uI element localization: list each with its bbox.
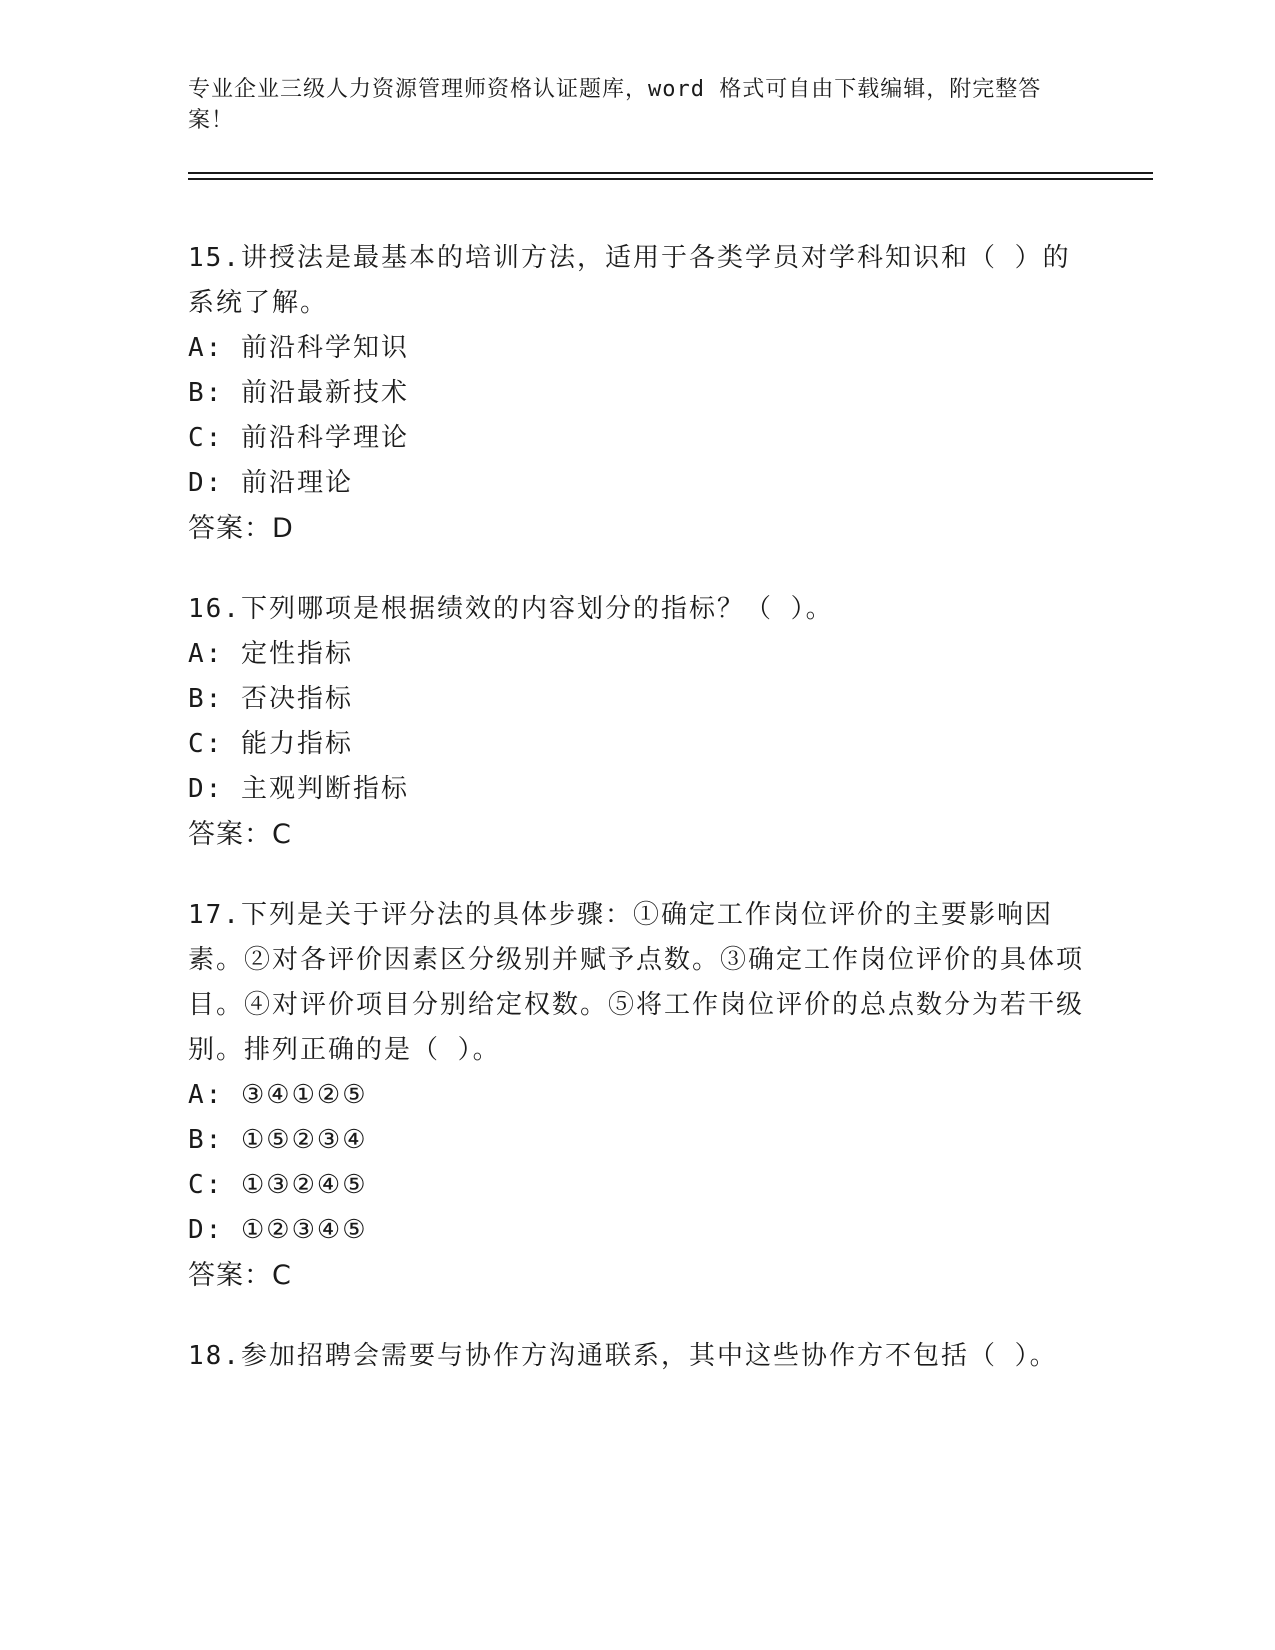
question-17 <box>188 893 1088 1299</box>
header-text: 专业企业三级人力资源管理师资格认证题库，word 格式可自由下载编辑，附完整答案！ <box>188 77 1042 133</box>
option-c: C: ①③②④⑤ <box>188 1170 368 1200</box>
question-stem: 15.讲授法是最基本的培训方法，适用于各类学员对学科知识和（ ）的系统了解。 <box>188 243 1071 318</box>
answer: 答案：C <box>188 819 292 850</box>
option-d: D: 主观判断指标 <box>188 774 409 804</box>
question-16 <box>188 587 1088 858</box>
option-b: B: 否决指标 <box>188 684 353 714</box>
option-a: A: 定性指标 <box>188 639 353 669</box>
option-d: D: 前沿理论 <box>188 468 353 498</box>
answer: 答案：C <box>188 1260 292 1291</box>
question-stem: 17.下列是关于评分法的具体步骤：①确定工作岗位评价的主要影响因素。②对各评价因素区分级别并赋予点数。③确定工作岗位评价的具体项目。④对评价项目分别给定权数。⑤将工作岗位评价的总点数分为若干级别。排列正确的是（ ）。 <box>188 900 1085 1065</box>
question-stem: 16.下列哪项是根据绩效的内容划分的指标？（ ）。 <box>188 594 834 624</box>
option-c: C: 前沿科学理论 <box>188 423 409 453</box>
option-c: C: 能力指标 <box>188 729 353 759</box>
question-18 <box>188 1334 1088 1379</box>
header-divider-bottom <box>188 178 1153 180</box>
option-a: A: ③④①②⑤ <box>188 1080 368 1110</box>
question-15 <box>188 236 1088 552</box>
question-stem: 18.参加招聘会需要与协作方沟通联系，其中这些协作方不包括（ ）。 <box>188 1341 1058 1371</box>
document-header <box>188 74 1078 136</box>
option-b: B: 前沿最新技术 <box>188 378 409 408</box>
answer: 答案：D <box>188 513 294 544</box>
header-divider-top <box>188 172 1153 174</box>
option-a: A: 前沿科学知识 <box>188 333 409 363</box>
question-list <box>188 236 1088 1414</box>
option-d: D: ①②③④⑤ <box>188 1215 368 1245</box>
option-b: B: ①⑤②③④ <box>188 1125 368 1155</box>
